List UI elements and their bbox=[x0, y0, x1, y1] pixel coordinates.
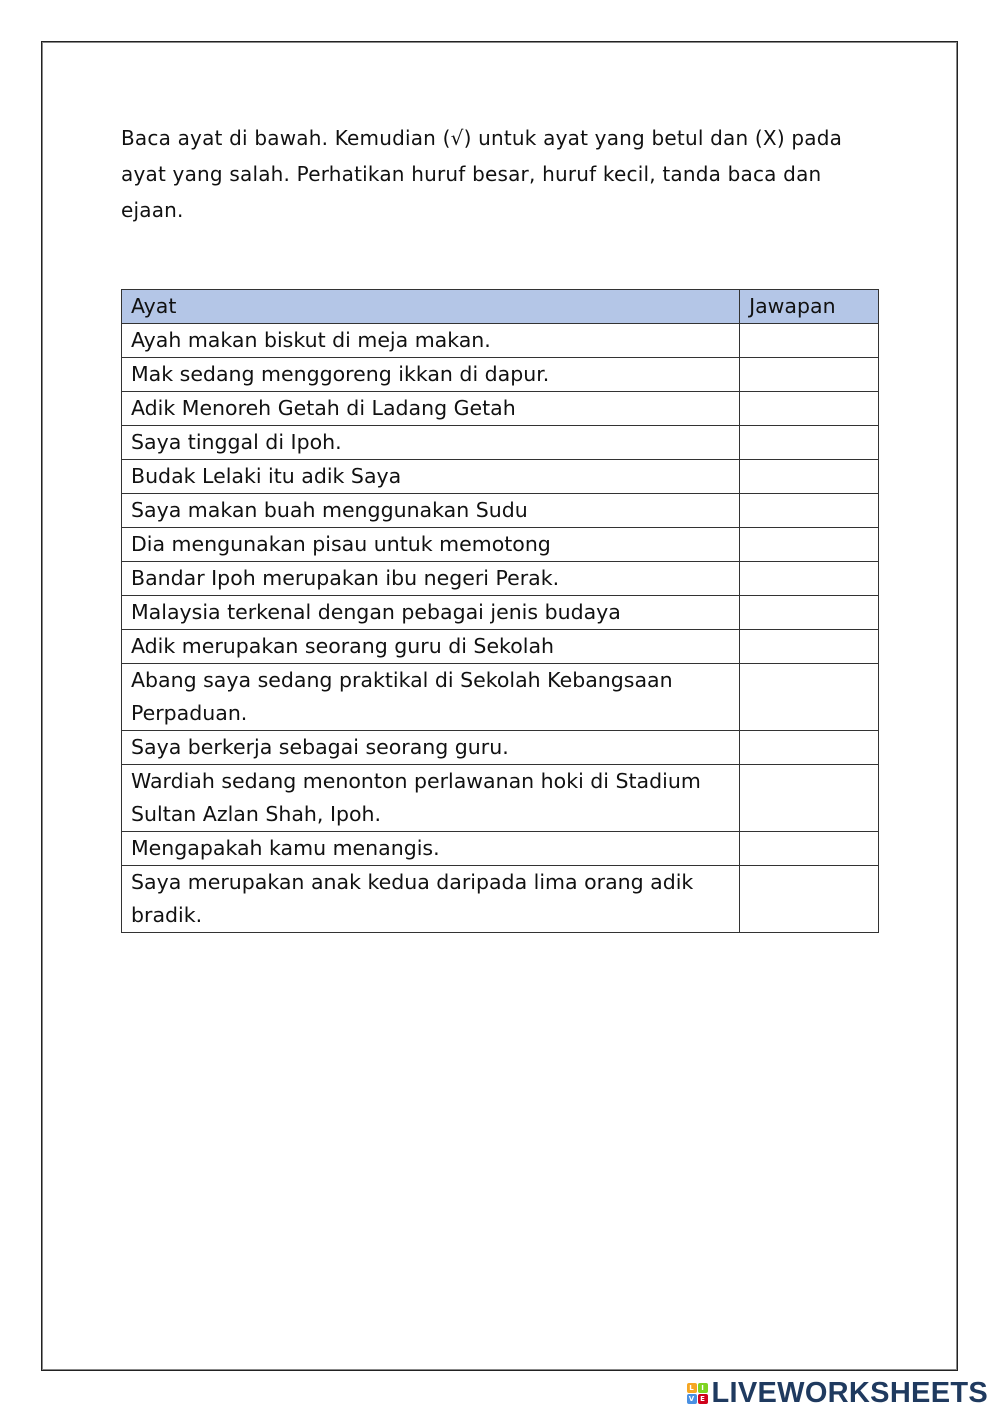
sentence-cell: Adik merupakan seorang guru di Sekolah bbox=[122, 630, 740, 664]
table-row bbox=[122, 528, 879, 562]
sentence-cell: Bandar Ipoh merupakan ibu negeri Perak. bbox=[122, 562, 740, 596]
answer-box[interactable] bbox=[740, 765, 879, 832]
answer-box[interactable] bbox=[740, 426, 879, 460]
sentence-cell: Ayah makan biskut di meja makan. bbox=[122, 324, 740, 358]
sentence-table bbox=[121, 289, 879, 933]
table-row bbox=[122, 426, 879, 460]
sentence-cell: Saya merupakan anak kedua daripada lima orang adik bradik. bbox=[122, 866, 740, 933]
table-row bbox=[122, 324, 879, 358]
answer-box[interactable] bbox=[740, 358, 879, 392]
table-row bbox=[122, 358, 879, 392]
sentence-cell: Saya tinggal di Ipoh. bbox=[122, 426, 740, 460]
table-row bbox=[122, 562, 879, 596]
table-row bbox=[122, 664, 879, 731]
table-row bbox=[122, 460, 879, 494]
header-jawapan: Jawapan bbox=[740, 290, 879, 324]
sentence-cell: Abang saya sedang praktikal di Sekolah Kebangsaan Perpaduan. bbox=[122, 664, 740, 731]
answer-box[interactable] bbox=[740, 392, 879, 426]
answer-box[interactable] bbox=[740, 832, 879, 866]
logo-tile: I bbox=[698, 1383, 708, 1393]
logo-tile: L bbox=[687, 1383, 697, 1393]
table-row bbox=[122, 494, 879, 528]
table-row bbox=[122, 832, 879, 866]
table-row bbox=[122, 630, 879, 664]
header-ayat: Ayat bbox=[122, 290, 740, 324]
answer-box[interactable] bbox=[740, 562, 879, 596]
answer-box[interactable] bbox=[740, 596, 879, 630]
instructions-text: Baca ayat di bawah. Kemudian (√) untuk ayat yang betul dan (X) pada ayat yang salah. Perhatikan huruf besar, huruf kecil, tanda baca dan ejaan. bbox=[121, 126, 843, 222]
answer-box[interactable] bbox=[740, 866, 879, 933]
liveworksheets-logo-icon bbox=[687, 1383, 708, 1404]
logo-tile: E bbox=[698, 1394, 708, 1404]
table-row bbox=[122, 765, 879, 832]
table-row bbox=[122, 392, 879, 426]
brand-name: LIVEWORKSHEETS bbox=[711, 1376, 988, 1409]
table-body bbox=[122, 324, 879, 933]
sentence-cell: Mengapakah kamu menangis. bbox=[122, 832, 740, 866]
liveworksheets-brand bbox=[687, 1378, 989, 1408]
sentence-cell: Saya makan buah menggunakan Sudu bbox=[122, 494, 740, 528]
logo-tile: V bbox=[687, 1394, 697, 1404]
sentence-cell: Wardiah sedang menonton perlawanan hoki di Stadium Sultan Azlan Shah, Ipoh. bbox=[122, 765, 740, 832]
sentence-cell: Adik Menoreh Getah di Ladang Getah bbox=[122, 392, 740, 426]
answer-box[interactable] bbox=[740, 664, 879, 731]
table-row bbox=[122, 596, 879, 630]
answer-box[interactable] bbox=[740, 494, 879, 528]
answer-box[interactable] bbox=[740, 630, 879, 664]
table-header-row bbox=[122, 290, 879, 324]
sentence-cell: Malaysia terkenal dengan pebagai jenis budaya bbox=[122, 596, 740, 630]
answer-box[interactable] bbox=[740, 460, 879, 494]
table-row bbox=[122, 866, 879, 933]
sentence-cell: Mak sedang menggoreng ikkan di dapur. bbox=[122, 358, 740, 392]
sentence-cell: Budak Lelaki itu adik Saya bbox=[122, 460, 740, 494]
table-row bbox=[122, 731, 879, 765]
sentence-cell: Dia mengunakan pisau untuk memotong bbox=[122, 528, 740, 562]
sentence-cell: Saya berkerja sebagai seorang guru. bbox=[122, 731, 740, 765]
answer-box[interactable] bbox=[740, 324, 879, 358]
answer-box[interactable] bbox=[740, 528, 879, 562]
answer-box[interactable] bbox=[740, 731, 879, 765]
